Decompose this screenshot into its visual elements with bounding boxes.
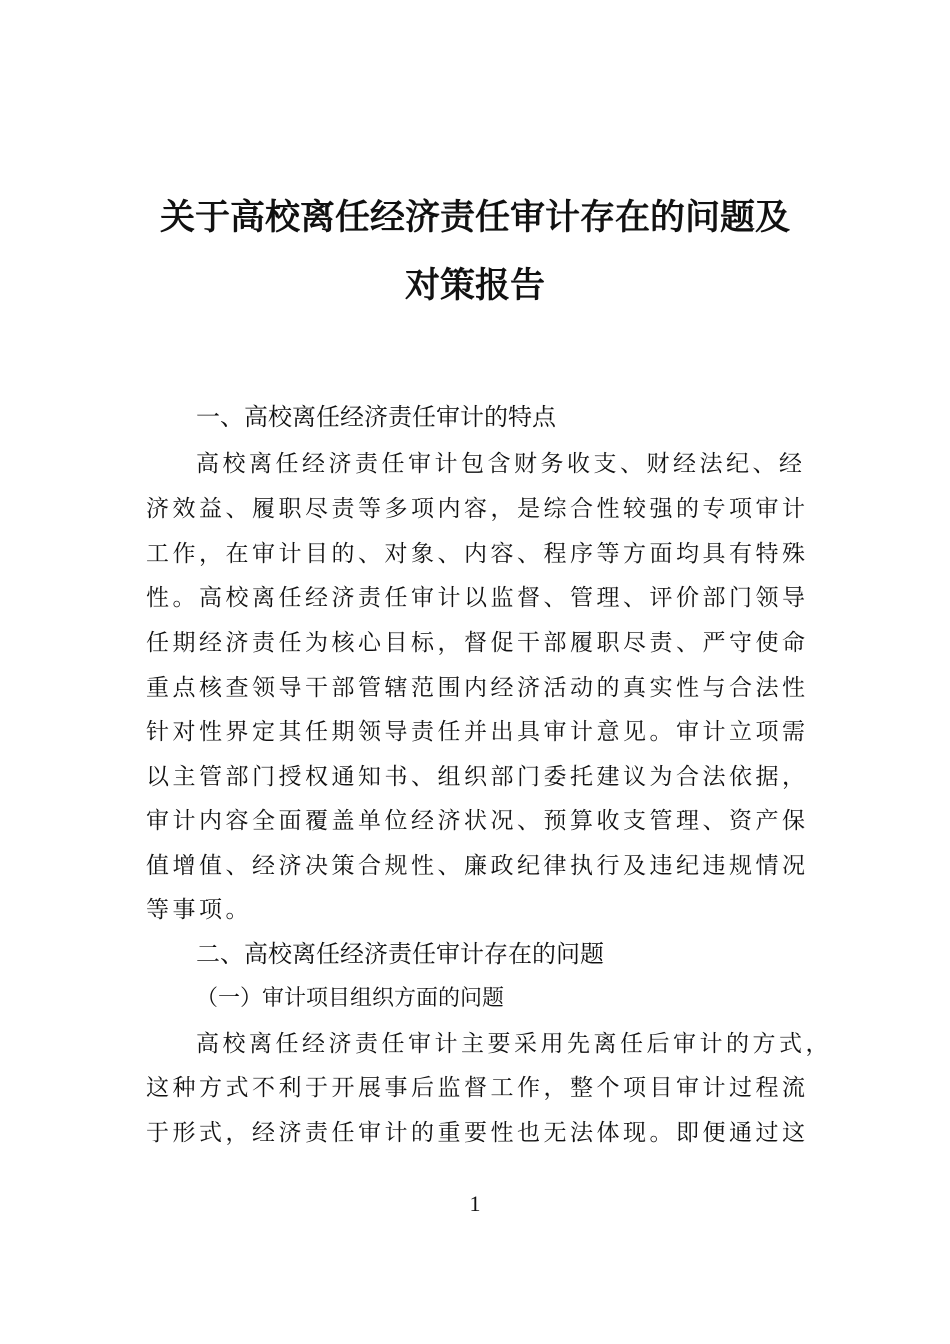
document-title-line-1: 关于高校离任经济责任审计存在的问题及	[159, 197, 790, 238]
paragraph-line: 高校离任经济责任审计包含财务收支、财经法纪、经	[196, 451, 806, 477]
paragraph-line: 这种方式不利于开展事后监督工作，整个项目审计过程流	[146, 1075, 809, 1101]
paragraph-line: 重点核查领导干部管辖范围内经济活动的真实性与合法性	[146, 675, 809, 701]
section-2-subheading: （一）审计项目组织方面的问题	[196, 986, 505, 1011]
section-1-heading: 一、高校离任经济责任审计的特点	[196, 403, 556, 431]
paragraph-line: 高校离任经济责任审计主要采用先离任后审计的方式，	[196, 1031, 832, 1057]
paragraph-line: 济效益、履职尽责等多项内容，是综合性较强的专项审计	[146, 496, 809, 522]
document-title-line-2: 对策报告	[404, 265, 545, 306]
paragraph-line: 以主管部门授权通知书、组织部门委托建议为合法依据，	[146, 764, 809, 790]
page-number: 1	[469, 1191, 481, 1216]
paragraph-line: 于形式，经济责任审计的重要性也无法体现。即便通过这	[146, 1120, 809, 1146]
paragraph-line: 任期经济责任为核心目标，督促干部履职尽责、严守使命	[146, 630, 809, 656]
paragraph-line: 值增值、经济决策合规性、廉政纪律执行及违纪违规情况	[146, 853, 809, 879]
section-2-heading: 二、高校离任经济责任审计存在的问题	[196, 940, 604, 968]
paragraph-line: 等事项。	[146, 897, 252, 923]
paragraph-line: 针对性界定其任期领导责任并出具审计意见。审计立项需	[146, 719, 809, 745]
paragraph-line: 审计内容全面覆盖单位经济状况、预算收支管理、资产保	[146, 808, 809, 834]
paragraph-line: 性。高校离任经济责任审计以监督、管理、评价部门领导	[146, 585, 809, 611]
paragraph-line: 工作，在审计目的、对象、内容、程序等方面均具有特殊	[146, 541, 809, 567]
